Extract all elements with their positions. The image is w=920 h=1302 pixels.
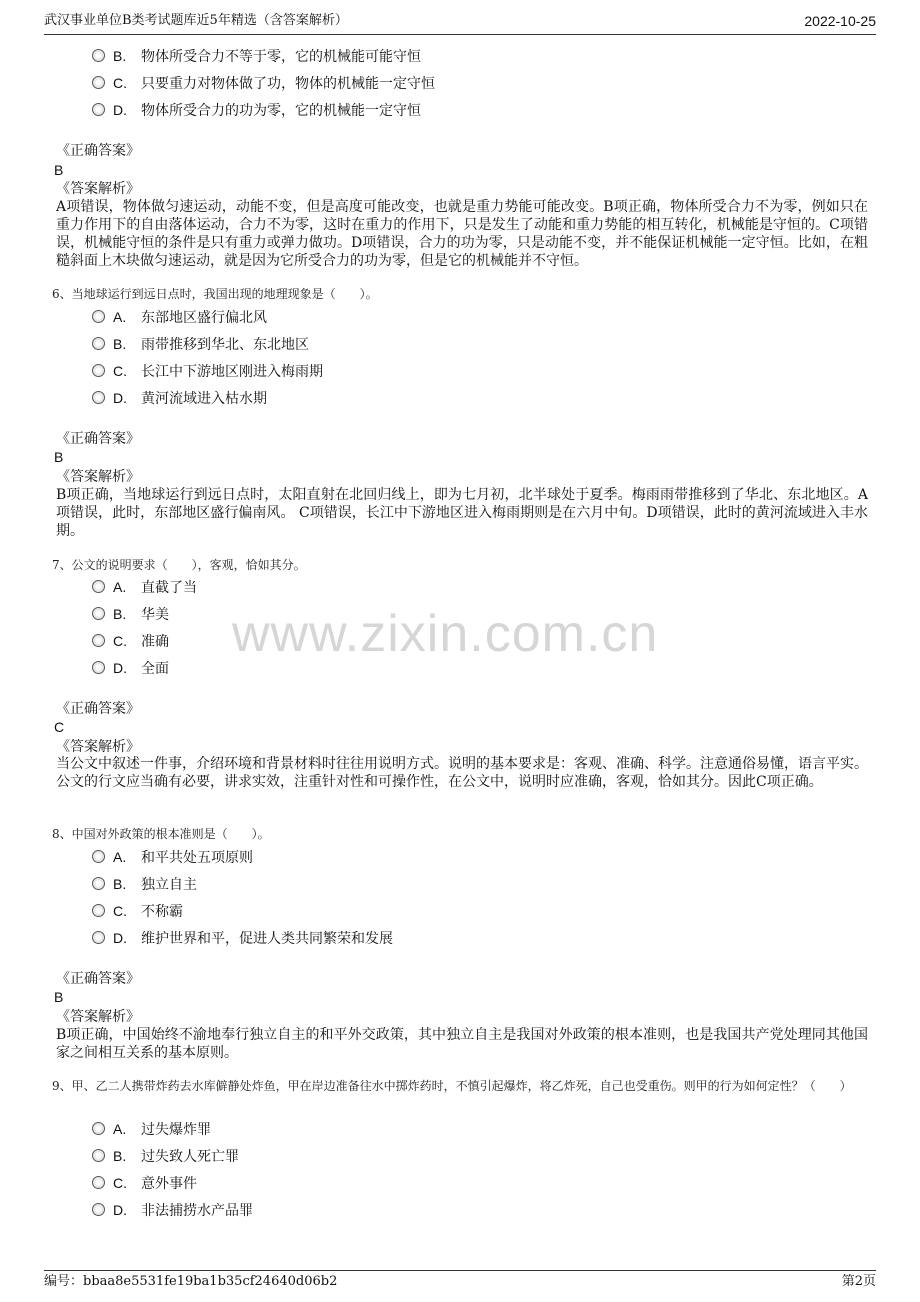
q7-option-c[interactable]: C. 准确: [92, 631, 169, 652]
q9-option-b[interactable]: B. 过失致人死亡罪: [92, 1146, 239, 1167]
radio-icon[interactable]: [92, 49, 105, 62]
radio-icon[interactable]: [92, 364, 105, 377]
radio-icon[interactable]: [92, 931, 105, 944]
q9-option-d[interactable]: D. 非法捕捞水产品罪: [92, 1200, 253, 1221]
q8-analysis: B项正确，中国始终不渝地奉行独立自主的和平外交政策，其中独立自主是我国对外政策的根本准则，也是我国共产党处理同其他国家之间相互关系的基本原则。: [56, 1027, 868, 1061]
q7-analysis: 当公文中叙述一件事，介绍环境和背景材料时往往用说明方式。说明的基本要求是：客观、准确、科学。注意通俗易懂，语言平实。公文的行文应当确有必要，讲求实效，注重针对性和可操作性，在公文中，说明时应准确，客观，恰如其分。因此C项正确。: [56, 756, 868, 790]
q5-option-b[interactable]: B. 物体所受合力不等于零，它的机械能可能守恒: [92, 46, 421, 67]
watermark: www.zixin.com.cn: [232, 605, 659, 663]
radio-icon[interactable]: [92, 337, 105, 350]
radio-icon[interactable]: [92, 1176, 105, 1189]
page-number: 第2页: [841, 1274, 876, 1289]
correct-answer-label: 《正确答案》: [56, 701, 140, 717]
document-code: 编号：bbaa8e5531fe19ba1b35cf24640d06b2: [44, 1274, 338, 1289]
correct-answer-label: 《正确答案》: [56, 971, 140, 987]
q6-option-c[interactable]: C. 长江中下游地区刚进入梅雨期: [92, 361, 323, 382]
radio-icon[interactable]: [92, 1149, 105, 1162]
q6-option-a[interactable]: A. 东部地区盛行偏北风: [92, 307, 267, 328]
correct-answer-label: 《正确答案》: [56, 143, 140, 159]
radio-icon[interactable]: [92, 391, 105, 404]
q7-stem: 7、公文的说明要求（ ），客观，恰如其分。: [52, 558, 306, 572]
q6-analysis: B项正确，当地球运行到远日点时，太阳直射在北回归线上，即为七月初，北半球处于夏季。梅雨雨带推移到了华北、东北地区。A项错误，此时，东部地区盛行偏南风。 C项错误，长江中下游地区进入梅雨期则是在六月中旬。D项错误，此时的黄河流域进入丰水期。: [56, 487, 868, 539]
radio-icon[interactable]: [92, 580, 105, 593]
radio-icon[interactable]: [92, 661, 105, 674]
radio-icon[interactable]: [92, 310, 105, 323]
radio-icon[interactable]: [92, 103, 105, 116]
radio-icon[interactable]: [92, 850, 105, 863]
radio-icon[interactable]: [92, 76, 105, 89]
radio-icon[interactable]: [92, 607, 105, 620]
radio-icon[interactable]: [92, 1122, 105, 1135]
q5-option-d[interactable]: D. 物体所受合力的功为零，它的机械能一定守恒: [92, 100, 421, 121]
q8-option-b[interactable]: B. 独立自主: [92, 874, 197, 895]
radio-icon[interactable]: [92, 1203, 105, 1216]
q7-option-a[interactable]: A. 直截了当: [92, 577, 197, 598]
analysis-label: 《答案解析》: [56, 1009, 140, 1025]
q9-option-c[interactable]: C. 意外事件: [92, 1173, 197, 1194]
analysis-label: 《答案解析》: [56, 181, 140, 197]
q8-option-c[interactable]: C. 不称霸: [92, 901, 183, 922]
analysis-label: 《答案解析》: [56, 469, 140, 485]
radio-icon[interactable]: [92, 877, 105, 890]
q8-answer: B: [54, 989, 64, 1005]
q7-answer: C: [54, 719, 65, 735]
q6-option-d[interactable]: D. 黄河流域进入枯水期: [92, 388, 267, 409]
q7-option-d[interactable]: D. 全面: [92, 658, 169, 679]
q5-option-c[interactable]: C. 只要重力对物体做了功，物体的机械能一定守恒: [92, 73, 435, 94]
q6-option-b[interactable]: B. 雨带推移到华北、东北地区: [92, 334, 309, 355]
q5-answer: B: [54, 162, 64, 178]
q6-answer: B: [54, 449, 64, 465]
page-header: [44, 12, 876, 35]
correct-answer-label: 《正确答案》: [56, 431, 140, 447]
q7-option-b[interactable]: B. 华美: [92, 604, 169, 625]
q8-stem: 8、中国对外政策的根本准则是（ ）。: [52, 827, 270, 841]
q9-option-a[interactable]: A. 过失爆炸罪: [92, 1119, 211, 1140]
radio-icon[interactable]: [92, 904, 105, 917]
document-date: 2022-10-25: [804, 13, 876, 29]
q8-option-a[interactable]: A. 和平共处五项原则: [92, 847, 253, 868]
q5-analysis: A项错误，物体做匀速运动，动能不变，但是高度可能改变，也就是重力势能可能改变。B项正确，物体所受合力不为零，例如只在重力作用下的自由落体运动，合力不为零，这时在重力的作用下，只是发生了动能和重力势能的相互转化，机械能是守恒的。C项错误，机械能守恒的条件是只有重力或弹力做功。D项错误，合力的功为零，只是动能不变，并不能保证机械能一定守恒。比如，在粗糙斜面上木块做匀速运动，就是因为它所受合力的功为零，但是它的机械能并不守恒。: [56, 199, 868, 269]
analysis-label: 《答案解析》: [56, 739, 140, 755]
page-footer: [44, 1270, 876, 1291]
q9-stem: 9、甲、乙二人携带炸药去水库僻静处炸鱼，甲在岸边准备往水中掷炸药时，不慎引起爆炸，将乙炸死，自己也受重伤。则甲的行为如何定性？（ ）: [52, 1079, 852, 1093]
q6-stem: 6、当地球运行到远日点时，我国出现的地理现象是（ ）。: [52, 287, 378, 301]
radio-icon[interactable]: [92, 634, 105, 647]
q8-option-d[interactable]: D. 维护世界和平，促进人类共同繁荣和发展: [92, 928, 393, 949]
document-title: 武汉事业单位B类考试题库近5年精选（含答案解析）: [44, 13, 348, 28]
